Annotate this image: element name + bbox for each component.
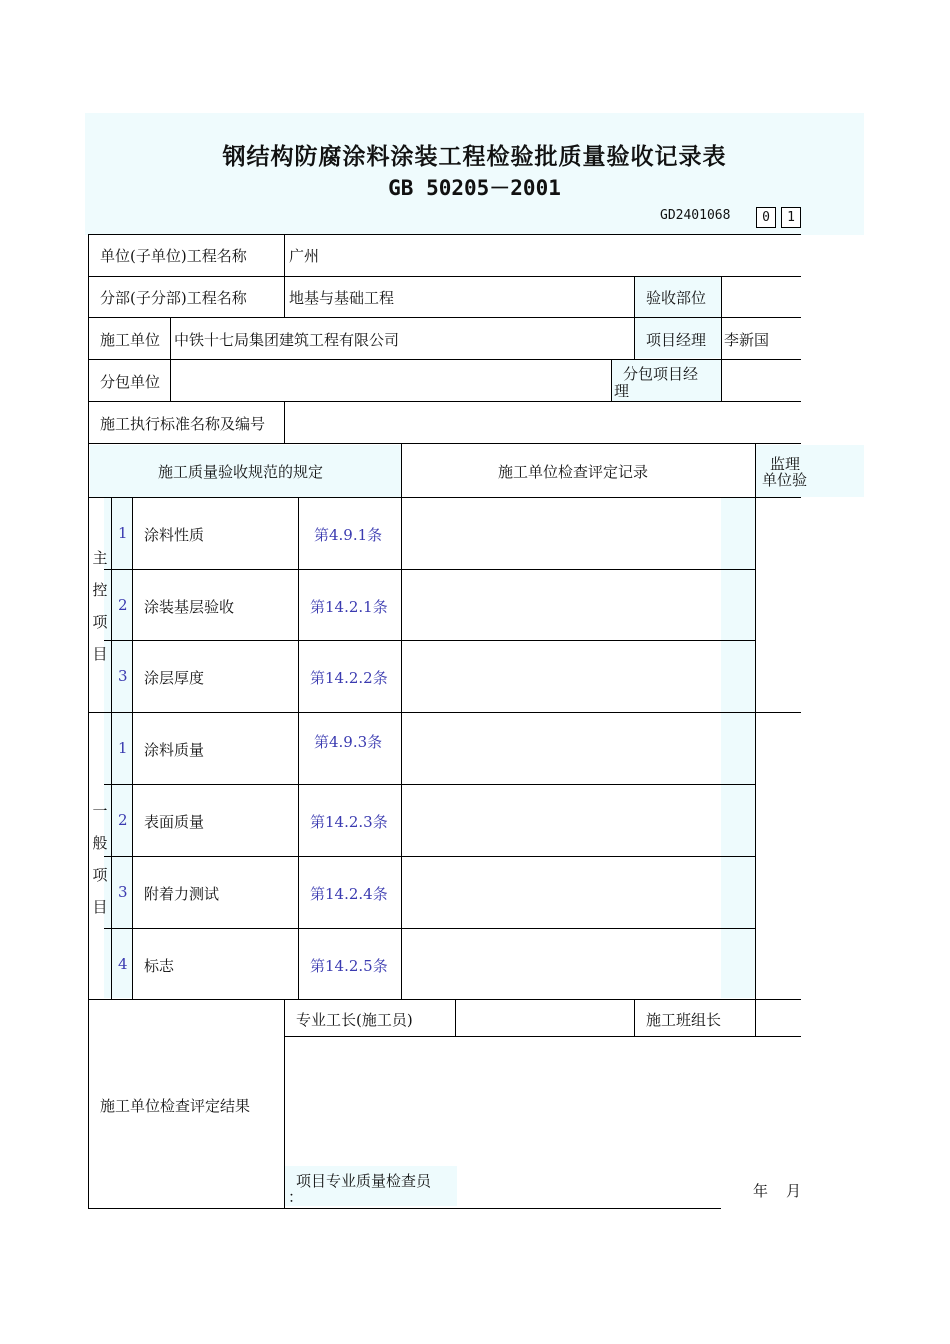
general-item-clause: 第14.2.5条	[310, 957, 388, 975]
main-item-number: 2	[118, 596, 128, 614]
general-item-name: 附着力测试	[144, 885, 220, 903]
standard-label: 施工执行标准名称及编号	[100, 415, 266, 433]
foreman-label: 专业工长(施工员)	[296, 1011, 413, 1029]
general-item-clause: 第4.9.3条	[314, 733, 383, 751]
contractor-label: 施工单位	[100, 331, 161, 349]
subcontractor-label: 分包单位	[100, 373, 161, 391]
standard-code: GB 50205－2001	[388, 176, 561, 200]
main-item-name: 涂料性质	[144, 526, 205, 544]
spec-column-header: 施工质量验收规范的规定	[158, 463, 324, 481]
form-code-prefix: GD2401068	[660, 208, 731, 223]
main-item-name: 涂层厚度	[144, 669, 205, 687]
sub-project-field[interactable]: 地基与基础工程	[289, 289, 395, 307]
sub-pm-label-line1: 分包项目经	[623, 365, 699, 383]
form-code-box-2[interactable]: 1	[781, 207, 801, 228]
supervisor-header-line2: 单位验	[762, 471, 808, 489]
general-item-number: 2	[118, 811, 128, 829]
supervisor-header-line1: 监理	[770, 455, 801, 473]
inspector-colon: ：	[288, 1188, 304, 1206]
form-title: 钢结构防腐涂料涂装工程检验批质量验收记录表	[222, 144, 727, 170]
form-code-box-1[interactable]: 0	[756, 207, 776, 228]
team-leader-label: 施工班组长	[646, 1011, 722, 1029]
general-item-name: 表面质量	[144, 813, 205, 831]
main-item-number: 3	[118, 667, 128, 685]
main-item-name: 涂装基层验收	[144, 598, 235, 616]
general-item-number: 1	[118, 739, 128, 757]
general-items-group-label: 一 般 项 目	[92, 802, 108, 916]
general-item-number: 4	[118, 955, 128, 973]
main-item-clause: 第14.2.1条	[310, 598, 388, 616]
result-label: 施工单位检查评定结果	[100, 1097, 251, 1115]
general-item-name: 标志	[144, 957, 175, 975]
general-item-name: 涂料质量	[144, 741, 205, 759]
main-item-clause: 第4.9.1条	[314, 526, 383, 544]
unit-project-label: 单位(子单位)工程名称	[100, 247, 247, 265]
main-items-group-label: 主 控 项 目	[92, 549, 108, 663]
main-item-number: 1	[118, 524, 128, 542]
general-item-clause: 第14.2.3条	[310, 813, 388, 831]
sub-project-label: 分部(子分部)工程名称	[100, 289, 247, 307]
project-manager-label: 项目经理	[646, 331, 707, 349]
date-month-label: 月	[786, 1182, 802, 1200]
general-item-number: 3	[118, 883, 128, 901]
inspector-label: 项目专业质量检查员	[296, 1172, 432, 1190]
record-column-header: 施工单位检查评定记录	[498, 463, 649, 481]
date-year-label: 年	[753, 1182, 769, 1200]
unit-project-field[interactable]: 广州	[289, 247, 320, 265]
general-item-clause: 第14.2.4条	[310, 885, 388, 903]
acceptance-part-label: 验收部位	[646, 289, 707, 307]
sub-pm-label-line2: 理	[614, 382, 630, 400]
record-side-column-bg	[721, 498, 755, 998]
contractor-field[interactable]: 中铁十七局集团建筑工程有限公司	[174, 331, 400, 349]
main-item-clause: 第14.2.2条	[310, 669, 388, 687]
project-manager-field[interactable]: 李新国	[724, 331, 770, 349]
